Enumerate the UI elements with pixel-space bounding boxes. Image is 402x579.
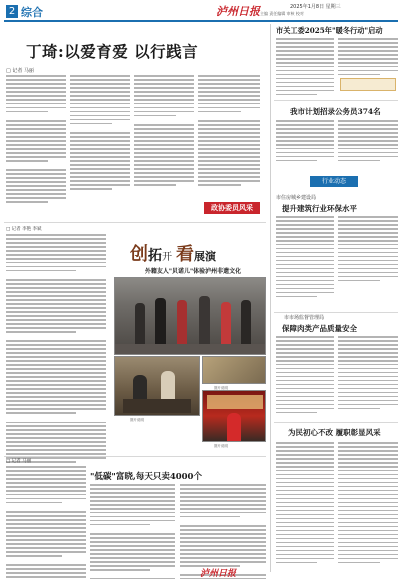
- right-story-2-col-b: [338, 120, 398, 164]
- right-story-4-col-b: [338, 336, 398, 412]
- photo-figure: [177, 300, 187, 346]
- right-story-5-col-a: [276, 442, 334, 566]
- right-divider-1: [274, 100, 398, 101]
- right-divider-5: [274, 422, 398, 423]
- bottom-divider: [4, 456, 266, 457]
- main-headline: 丁琦:以爱育爱 以行践言: [26, 42, 199, 61]
- main-story-col-2: [70, 75, 130, 192]
- bottom-left-col-2: [90, 484, 175, 579]
- page-number-badge: 2: [6, 5, 18, 18]
- right-headline-1: 市关工委2025年"暖冬行动"启动: [276, 26, 383, 35]
- main-story-col-1: [6, 75, 66, 205]
- industry-label: 行业动态: [310, 176, 358, 187]
- right-headline-2: 我市计划招录公务员374名: [290, 107, 381, 116]
- bottom-left-col-1: [6, 466, 86, 579]
- right-story-3-col-a: [276, 216, 334, 300]
- photo-figure: [155, 298, 166, 346]
- right-kicker-3: 市住房城乡建设局: [276, 195, 317, 201]
- right-story-5-col-b: [338, 442, 398, 566]
- right-headline-4: 保障肉类产品质量安全: [282, 324, 357, 333]
- photo-figure: [221, 302, 231, 346]
- photo-table: [123, 399, 191, 413]
- bottom-left-headline: "低碳"富晓,每天只卖4000个: [90, 472, 202, 482]
- right-headline-3: 提升建筑行业环保水平: [282, 204, 357, 213]
- main-story-divider: [4, 222, 266, 223]
- feature-subheadline: 外籍友人"贝诺儿"体验泸州非遗文化: [144, 268, 242, 275]
- editor-line: 主编 责任编辑 审核 校对: [260, 11, 304, 16]
- feature-kicker: 创: [130, 244, 148, 265]
- feature-headline: [130, 240, 266, 264]
- photo-performance: [202, 390, 266, 442]
- section-label: 综合: [21, 6, 43, 19]
- feature-word-mid: 开: [162, 252, 172, 263]
- photo-caption-2: 图片说明: [214, 386, 228, 390]
- photo-figure: [161, 371, 175, 401]
- main-story-col-3: [134, 75, 194, 188]
- red-tag: 政协委员风采: [204, 202, 260, 214]
- main-byline: □ 记者 马丽: [6, 68, 34, 74]
- feature-word-a: 拓: [148, 248, 162, 264]
- photo-workshop: [114, 356, 200, 416]
- right-story-1-col-b: [338, 38, 398, 78]
- photo-ground: [115, 344, 265, 354]
- article-2-byline: □ 记者 李艳 李斌: [6, 227, 42, 232]
- masthead: 泸州日报: [216, 5, 260, 18]
- right-story-2-col-a: [276, 120, 334, 164]
- article-2-col: [6, 234, 106, 465]
- main-story-col-4: [198, 75, 260, 188]
- photo-figure: [241, 300, 251, 346]
- bottom-left-byline: □ 记者 马丽: [6, 459, 32, 464]
- photo-figure: [133, 375, 147, 401]
- bottom-left-col-3: [180, 484, 266, 579]
- header-rule: [4, 20, 398, 22]
- photo-figure: [199, 296, 210, 346]
- right-story-4-col-a: [276, 336, 334, 416]
- feature-word-end: 展演: [194, 250, 216, 263]
- column-separator: [270, 24, 271, 572]
- photo-group-visit: [114, 277, 266, 355]
- right-divider-3: [274, 312, 398, 313]
- right-story-3-col-b: [338, 216, 398, 284]
- right-kicker-4: 市市场监督管理局: [284, 315, 325, 321]
- feature-word-b: 看: [176, 244, 194, 265]
- footer-stamp: 泸州日报: [200, 569, 237, 579]
- photo-figure: [227, 413, 241, 441]
- date-line: 2025年1月8日 星期三: [290, 4, 341, 10]
- right-story-1-col-a: [276, 38, 334, 98]
- right-headline-5: 为民初心不改 履职彰显风采: [288, 428, 381, 437]
- photo-figure: [135, 303, 145, 345]
- photo-interior: [202, 356, 266, 384]
- right-story-1-image: [340, 78, 396, 91]
- photo-caption-3: 图片说明: [130, 418, 144, 422]
- photo-banner-text: [207, 395, 263, 409]
- photo-caption-4: 图片说明: [214, 444, 228, 448]
